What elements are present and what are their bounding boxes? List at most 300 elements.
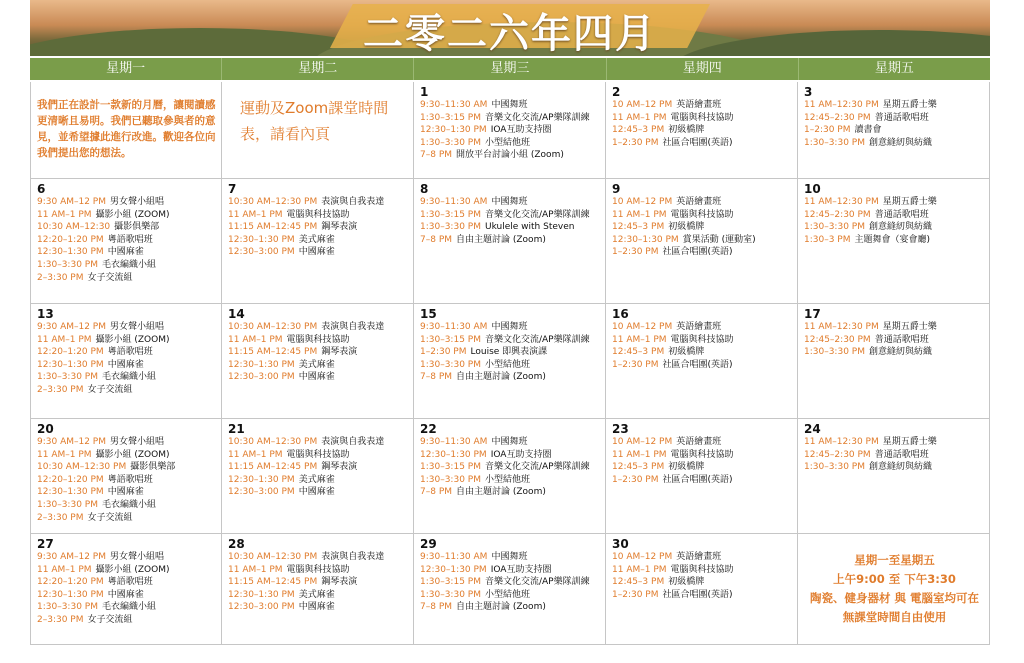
event-time: 12:30–1:30 PM (37, 487, 104, 498)
open-hours-line: 上午9:00 至 下午3:30 (833, 572, 956, 586)
event-time: 11:15 AM–12:45 PM (228, 347, 318, 358)
event-item (37, 461, 217, 474)
day-cell (798, 534, 990, 644)
event-item (228, 221, 409, 234)
event-name: 星期五爵士樂 (882, 100, 937, 110)
event-time: 1:30–3:30 PM (804, 462, 865, 473)
event-name: 電腦與科技協助 (670, 112, 734, 123)
calendar-title: 二零二六年四月 (363, 11, 657, 56)
day-cell (222, 179, 414, 303)
day-number: 21 (228, 422, 245, 436)
event-name: 中國麻雀 (107, 359, 144, 370)
open-hours-line: 星期一至星期五 (854, 553, 935, 567)
event-name: 鋼琴表演 (321, 577, 358, 588)
event-time: 10 AM–12 PM (612, 197, 673, 207)
event-time: 1:30–3:30 PM (37, 259, 98, 270)
event-item (37, 334, 217, 347)
event-name: 電腦與科技協助 (670, 564, 734, 575)
event-time: 7–8 PM (420, 234, 453, 245)
event-time: 1:30–3:30 PM (804, 137, 865, 148)
calendar-grid (30, 82, 990, 645)
event-time: 1:30–3:15 PM (420, 577, 481, 588)
event-item (228, 461, 409, 474)
day-number: 16 (612, 307, 629, 321)
event-time: 1:30–3 PM (804, 234, 851, 245)
event-item (228, 564, 409, 577)
event-name: 攝影小組 (ZOOM) (95, 334, 170, 345)
event-name: 毛衣編織小組 (101, 259, 156, 270)
event-name: 電腦與科技協助 (286, 209, 350, 220)
event-time: 12:30–1:30 PM (37, 359, 104, 370)
event-time: 12:20–1:20 PM (37, 347, 104, 358)
event-item (612, 137, 793, 150)
event-name: 中國麻雀 (298, 247, 335, 258)
event-name: 英語繪畫班 (676, 437, 722, 447)
day-cell (606, 82, 798, 178)
event-time: 2–3:30 PM (37, 614, 84, 625)
week-row (30, 534, 990, 645)
event-name: 自由主題討論 (Zoom) (456, 487, 546, 498)
event-item (612, 99, 793, 112)
event-name: 女子交流組 (87, 614, 133, 625)
event-name: 社區合唱團(英語) (662, 137, 733, 148)
event-name: 社區合唱團(英語) (662, 247, 733, 258)
event-item (612, 221, 793, 234)
day-number: 13 (37, 307, 54, 321)
event-time: 1–2:30 PM (420, 347, 467, 358)
event-item (37, 601, 217, 614)
event-item (228, 334, 409, 347)
event-time: 9:30 AM–12 PM (37, 322, 106, 332)
event-time: 11 AM–1 PM (612, 112, 667, 123)
event-name: 創意縫紉與紡織 (868, 222, 932, 233)
event-item (37, 512, 217, 525)
event-time: 12:30–1:30 PM (228, 234, 295, 245)
event-time: 9:30 AM–12 PM (37, 552, 106, 562)
event-time: 1–2:30 PM (612, 589, 659, 600)
event-name: 女子交流組 (87, 384, 133, 395)
event-item (612, 461, 793, 474)
event-time: 10:30 AM–12:30 (37, 222, 111, 233)
event-name: 小型結他班 (484, 474, 530, 485)
day-cell (414, 82, 606, 178)
event-item (804, 321, 985, 334)
event-time: 7–8 PM (420, 372, 453, 383)
event-name: 初級橋牌 (668, 222, 705, 233)
event-item (228, 196, 409, 209)
event-time: 10 AM–12 PM (612, 552, 673, 562)
day-cell (414, 304, 606, 418)
event-name: 小型結他班 (484, 589, 530, 600)
event-item (612, 449, 793, 462)
event-name: 攝影俱樂部 (130, 462, 176, 473)
event-time: 11 AM–12:30 PM (804, 100, 879, 110)
event-item (37, 486, 217, 499)
event-name: 女子交流組 (87, 272, 133, 283)
zoom-notice: 運動及Zoom課堂時間表，請看內頁 (240, 99, 389, 143)
event-item (37, 564, 217, 577)
event-item (228, 551, 409, 564)
event-name: 中國舞班 (491, 437, 528, 447)
event-item (420, 436, 601, 449)
event-item (804, 196, 985, 209)
day-cell (222, 534, 414, 644)
event-name: 表演與自我表達 (321, 197, 385, 207)
day-number: 3 (804, 85, 813, 99)
event-time: 1:30–3:15 PM (420, 209, 481, 220)
event-time: 1:30–3:30 PM (804, 347, 865, 358)
weekday-monday: 星期一 (30, 58, 222, 80)
event-name: 小型結他班 (484, 359, 530, 370)
event-name: 普通話歌唱班 (874, 449, 929, 460)
event-item (804, 346, 985, 359)
day-number: 27 (37, 537, 54, 551)
event-time: 11 AM–1 PM (37, 449, 92, 460)
day-number: 6 (37, 182, 46, 196)
event-time: 1:30–3:30 PM (420, 589, 481, 600)
event-time: 10:30 AM–12:30 PM (228, 552, 318, 562)
title-banner (30, 0, 990, 56)
event-time: 9:30–11:30 AM (420, 100, 488, 110)
event-name: 粵語歌唱班 (107, 577, 153, 588)
event-item (420, 461, 601, 474)
event-name: 社區合唱團(英語) (662, 359, 733, 370)
day-cell (414, 534, 606, 644)
open-hours-line: 陶瓷、健身器材 與 電腦室均可在 (809, 591, 979, 605)
event-item (37, 384, 217, 397)
event-item (228, 576, 409, 589)
event-name: 電腦與科技協助 (670, 334, 734, 345)
event-time: 1:30–3:30 PM (420, 474, 481, 485)
day-number: 17 (804, 307, 821, 321)
event-time: 12:20–1:20 PM (37, 474, 104, 485)
event-time: 1–2:30 PM (804, 125, 851, 136)
event-time: 12:45–3 PM (612, 125, 665, 136)
event-item (420, 334, 601, 347)
event-item (37, 614, 217, 627)
event-time: 12:20–1:20 PM (37, 577, 104, 588)
event-name: 音樂文化交流/AP樂隊訓練 (484, 577, 590, 588)
event-item (420, 601, 601, 614)
event-item (228, 321, 409, 334)
event-time: 1–2:30 PM (612, 137, 659, 148)
event-name: 中國舞班 (491, 552, 528, 562)
event-item (228, 589, 409, 602)
event-name: 中國麻雀 (298, 487, 335, 498)
event-name: 攝影小組 (ZOOM) (95, 564, 170, 575)
event-item (804, 209, 985, 222)
day-cell (30, 82, 222, 178)
event-item (612, 436, 793, 449)
event-item (37, 346, 217, 359)
event-item (37, 221, 217, 234)
event-name: Ukulele with Steven (484, 222, 575, 233)
event-item (612, 359, 793, 372)
event-item (228, 359, 409, 372)
event-item (804, 234, 985, 247)
event-item (420, 359, 601, 372)
event-name: 電腦與科技協助 (670, 449, 734, 460)
event-name: 表演與自我表達 (321, 552, 385, 562)
event-time: 10:30 AM–12:30 PM (228, 322, 318, 332)
event-name: 鋼琴表演 (321, 222, 358, 233)
event-item (37, 234, 217, 247)
event-name: 男女聲小組唱 (110, 437, 165, 447)
event-time: 12:30–1:30 PM (612, 234, 679, 245)
event-time: 2–3:30 PM (37, 384, 84, 395)
event-item (420, 112, 601, 125)
event-name: 電腦與科技協助 (286, 564, 350, 575)
event-time: 11:15 AM–12:45 PM (228, 222, 318, 233)
event-item (420, 221, 601, 234)
event-name: 美式麻雀 (298, 589, 335, 600)
design-notice: 我們正在設計一款新的月曆，讓閱讀感更清晰且易明。我們已聽取參與者的意見，並希望據此進行改進。歡迎各位向我們提出您的想法。 (37, 99, 216, 159)
event-time: 9:30 AM–12 PM (37, 437, 106, 447)
day-cell (414, 419, 606, 533)
event-time: 12:30–1:30 PM (420, 449, 487, 460)
event-name: 電腦與科技協助 (286, 334, 350, 345)
event-time: 12:30–1:30 PM (228, 589, 295, 600)
event-item (420, 99, 601, 112)
event-time: 1:30–3:30 PM (420, 359, 481, 370)
event-name: 男女聲小組唱 (110, 552, 165, 562)
event-item (612, 474, 793, 487)
event-time: 1–2:30 PM (612, 474, 659, 485)
event-item (228, 601, 409, 614)
event-name: 普通話歌唱班 (874, 334, 929, 345)
event-item (420, 321, 601, 334)
event-name: Louise 即興表演課 (470, 347, 548, 358)
event-name: 美式麻雀 (298, 234, 335, 245)
event-time: 11 AM–12:30 PM (804, 197, 879, 207)
event-time: 7–8 PM (420, 150, 453, 161)
event-time: 11 AM–12:30 PM (804, 322, 879, 332)
event-item (420, 449, 601, 462)
event-item (37, 196, 217, 209)
event-item (37, 436, 217, 449)
event-item (228, 346, 409, 359)
event-name: 創意縫紉與紡織 (868, 462, 932, 473)
event-time: 12:30–1:30 PM (37, 589, 104, 600)
event-time: 11 AM–1 PM (37, 334, 92, 345)
event-time: 11 AM–1 PM (37, 209, 92, 220)
event-time: 12:45–2:30 PM (804, 334, 871, 345)
event-name: 鋼琴表演 (321, 462, 358, 473)
event-item (612, 112, 793, 125)
event-name: 粵語歌唱班 (107, 347, 153, 358)
day-cell (222, 419, 414, 533)
event-time: 12:30–1:30 PM (228, 474, 295, 485)
event-time: 1–2:30 PM (612, 247, 659, 258)
weekday-tuesday: 星期二 (222, 58, 414, 80)
event-name: 攝影小組 (ZOOM) (95, 449, 170, 460)
event-name: IOA互助支持圈 (490, 125, 552, 136)
event-name: 初級橋牌 (668, 462, 705, 473)
event-name: 初級橋牌 (668, 125, 705, 136)
day-cell (798, 179, 990, 303)
event-time: 1:30–3:30 PM (420, 222, 481, 233)
day-cell (222, 304, 414, 418)
event-time: 11:15 AM–12:45 PM (228, 462, 318, 473)
event-time: 12:45–3 PM (612, 577, 665, 588)
event-name: 自由主題討論 (Zoom) (456, 372, 546, 383)
weekday-thursday: 星期四 (607, 58, 799, 80)
event-time: 12:30–3:00 PM (228, 602, 295, 613)
event-time: 1:30–3:30 PM (37, 602, 98, 613)
event-time: 12:30–1:30 PM (420, 564, 487, 575)
event-name: 英語繪畫班 (676, 322, 722, 332)
event-time: 12:30–3:00 PM (228, 487, 295, 498)
event-name: 中國麻雀 (298, 372, 335, 383)
event-time: 1:30–3:15 PM (420, 112, 481, 123)
open-hours-note (804, 537, 985, 627)
event-time: 11 AM–1 PM (612, 209, 667, 220)
event-item (420, 234, 601, 247)
day-number: 7 (228, 182, 237, 196)
event-item (420, 346, 601, 359)
day-cell (30, 304, 222, 418)
event-item (420, 589, 601, 602)
event-time: 10 AM–12 PM (612, 322, 673, 332)
event-item (228, 486, 409, 499)
week-row (30, 82, 990, 179)
event-name: 開放平台討論小組 (Zoom) (456, 150, 564, 161)
day-number: 23 (612, 422, 629, 436)
event-time: 1:30–3:30 PM (804, 222, 865, 233)
event-name: 星期五爵士樂 (882, 197, 937, 207)
event-item (37, 551, 217, 564)
day-number: 22 (420, 422, 437, 436)
event-name: 星期五爵士樂 (882, 437, 937, 447)
event-time: 11:15 AM–12:45 PM (228, 577, 318, 588)
week-row (30, 179, 990, 304)
event-item (228, 436, 409, 449)
event-time: 9:30–11:30 AM (420, 552, 488, 562)
event-time: 10 AM–12 PM (612, 437, 673, 447)
event-name: 中國舞班 (491, 100, 528, 110)
event-time: 9:30–11:30 AM (420, 197, 488, 207)
event-time: 1–2:30 PM (612, 359, 659, 370)
weekday-friday: 星期五 (874, 61, 914, 76)
day-number: 24 (804, 422, 821, 436)
event-name: 音樂文化交流/AP樂隊訓練 (484, 112, 590, 123)
event-name: 毛衣編織小組 (101, 499, 156, 510)
event-name: 主題舞會（宴會廳) (854, 234, 931, 245)
event-time: 7–8 PM (420, 602, 453, 613)
day-cell (414, 179, 606, 303)
event-name: 中國麻雀 (107, 589, 144, 600)
event-item (612, 564, 793, 577)
event-name: 女子交流組 (87, 512, 133, 523)
event-name: 普通話歌唱班 (874, 112, 929, 123)
event-item (612, 334, 793, 347)
event-item (37, 272, 217, 285)
event-time: 12:45–3 PM (612, 462, 665, 473)
event-item (612, 124, 793, 137)
event-item (804, 221, 985, 234)
day-cell (30, 419, 222, 533)
event-item (804, 99, 985, 112)
event-name: 攝影俱樂部 (114, 222, 160, 233)
event-name: IOA互助支持圈 (490, 449, 552, 460)
event-time: 12:45–2:30 PM (804, 209, 871, 220)
day-number: 15 (420, 307, 437, 321)
event-time: 11 AM–1 PM (37, 564, 92, 575)
event-name: 電腦與科技協助 (670, 209, 734, 220)
event-name: 鋼琴表演 (321, 347, 358, 358)
day-number: 14 (228, 307, 245, 321)
event-item (420, 371, 601, 384)
event-name: 表演與自我表達 (321, 322, 385, 332)
event-time: 11 AM–1 PM (228, 449, 283, 460)
weekday-wednesday: 星期三 (414, 58, 606, 80)
event-time: 10:30 AM–12:30 PM (37, 462, 127, 473)
day-number: 30 (612, 537, 629, 551)
event-item (612, 246, 793, 259)
event-time: 12:45–2:30 PM (804, 112, 871, 123)
event-item (37, 576, 217, 589)
day-number: 8 (420, 182, 429, 196)
event-name: 音樂文化交流/AP樂隊訓練 (484, 334, 590, 345)
event-name: 小型結他班 (484, 137, 530, 148)
event-name: 英語繪畫班 (676, 100, 722, 110)
event-item (420, 149, 601, 162)
event-item (420, 137, 601, 150)
event-item (804, 137, 985, 150)
event-name: 攝影小組 (ZOOM) (95, 209, 170, 220)
event-name: 男女聲小組唱 (110, 197, 165, 207)
event-item (612, 551, 793, 564)
event-item (612, 209, 793, 222)
event-item (37, 321, 217, 334)
event-time: 10:30 AM–12:30 PM (228, 197, 318, 207)
week-row (30, 419, 990, 534)
event-item (37, 209, 217, 222)
event-time: 1:30–3:15 PM (420, 334, 481, 345)
event-name: IOA互助支持圈 (490, 564, 552, 575)
day-number: 28 (228, 537, 245, 551)
event-time: 1:30–3:30 PM (420, 137, 481, 148)
day-cell (30, 179, 222, 303)
event-time: 1:30–3:30 PM (37, 499, 98, 510)
event-item (804, 449, 985, 462)
event-time: 9:30 AM–12 PM (37, 197, 106, 207)
day-number: 9 (612, 182, 621, 196)
day-number: 10 (804, 182, 821, 196)
week-row (30, 304, 990, 419)
event-item (37, 589, 217, 602)
event-time: 12:30–1:30 PM (228, 359, 295, 370)
day-cell (606, 534, 798, 644)
event-name: 創意縫紉與紡織 (868, 137, 932, 148)
event-time: 2–3:30 PM (37, 512, 84, 523)
event-item (228, 234, 409, 247)
event-item (420, 209, 601, 222)
event-item (228, 449, 409, 462)
event-name: 社區合唱團(英語) (662, 589, 733, 600)
event-time: 12:45–2:30 PM (804, 449, 871, 460)
event-item (612, 234, 793, 247)
event-time: 12:45–3 PM (612, 347, 665, 358)
event-time: 10:30 AM–12:30 PM (228, 437, 318, 447)
event-time: 11 AM–1 PM (228, 564, 283, 575)
event-item (420, 564, 601, 577)
event-time: 9:30–11:30 AM (420, 437, 488, 447)
event-item (804, 124, 985, 137)
event-time: 12:30–3:00 PM (228, 247, 295, 258)
event-time: 12:30–1:30 PM (420, 125, 487, 136)
event-time: 11 AM–1 PM (612, 449, 667, 460)
